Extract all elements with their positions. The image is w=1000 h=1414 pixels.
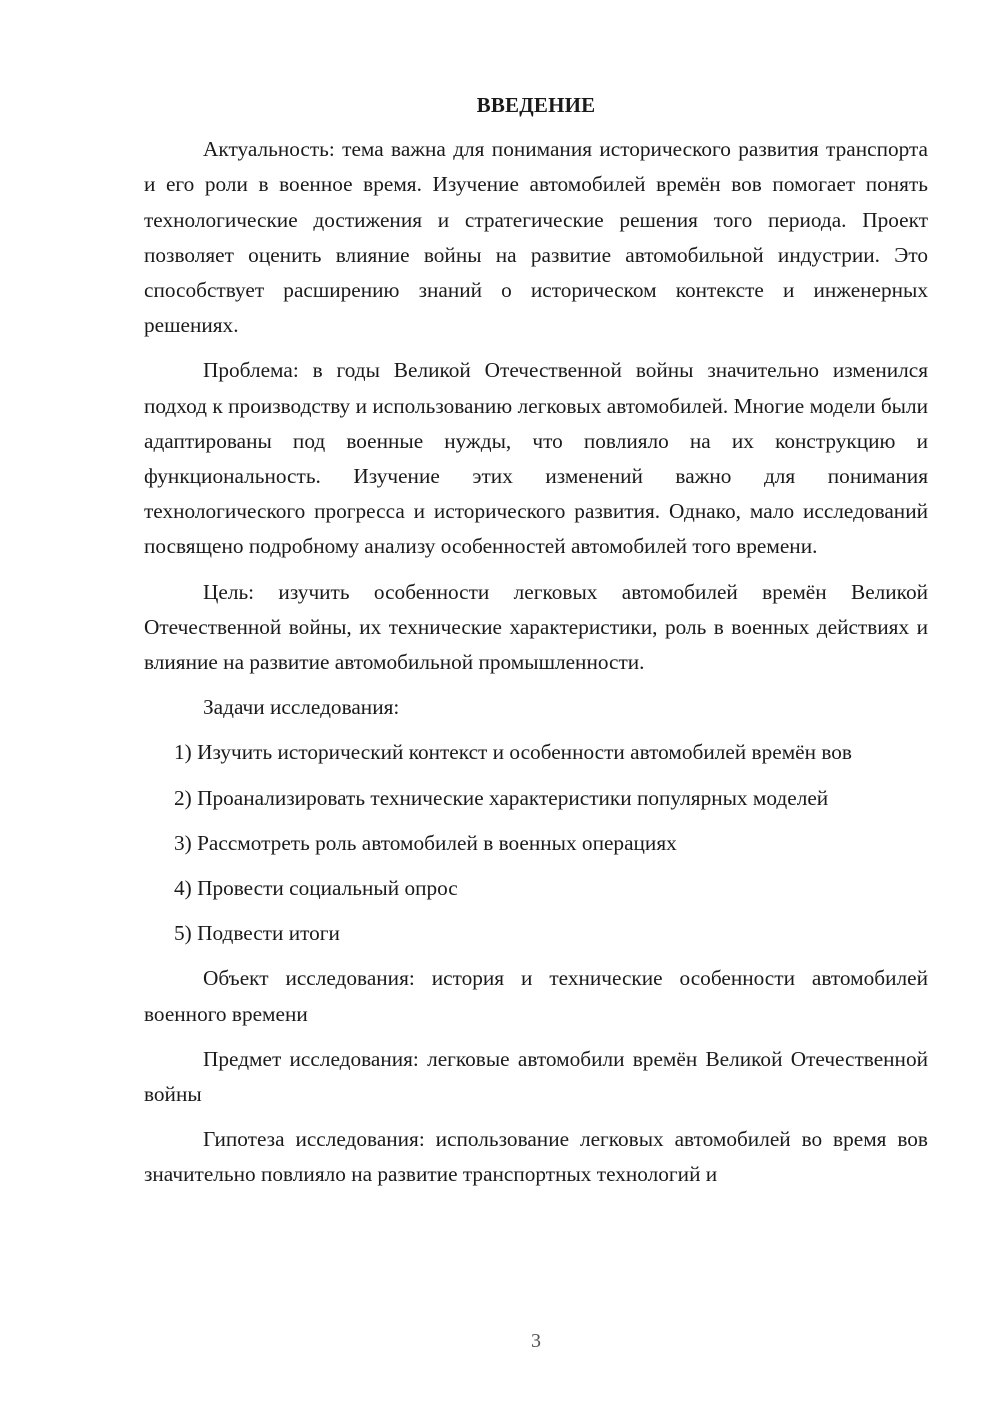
page-title: ВВЕДЕНИЕ xyxy=(476,93,596,117)
goal-paragraph: Цель: изучить особенности легковых автомобилей времён Великой Отечественной войны, их технические характеристики, роль в военных действиях и влияние на развитие автомобильной промышленности. xyxy=(144,579,928,675)
task-item-1: 1) Изучить исторический контекст и особенности автомобилей времён вов xyxy=(174,740,852,765)
task-item-2: 2) Проанализировать технические характеристики популярных моделей xyxy=(174,785,829,810)
page-number: 3 xyxy=(531,1330,541,1352)
problem-paragraph: Проблема: в годы Великой Отечественной войны значительно изменился подход к производству и использованию легковых автомобилей. Многие модели были адаптированы под военные нужды, что повлияло на их конструкцию и функциональность. Изучение этих изменений важно для понимания технологического прогресса и исторического развития. Однако, мало исследований посвящено подробному анализу особенностей автомобилей того времени. xyxy=(144,358,928,559)
relevance-paragraph: Актуальность: тема важна для понимания исторического развития транспорта и его роли в военное время. Изучение автомобилей времён вов помогает понять технологические достижения и стратегические решения того периода. Проект позволяет оценить влияние войны на развитие автомобильной индустрии. Это способствует расширению знаний о историческом контексте и инженерных решениях. xyxy=(144,137,928,338)
task-item-4: 4) Провести социальный опрос xyxy=(174,876,458,901)
task-item-5: 5) Подвести итоги xyxy=(174,921,340,946)
tasks-heading: Задачи исследования: xyxy=(203,695,400,720)
object-paragraph: Объект исследования: история и технические особенности автомобилей военного времени xyxy=(144,966,928,1026)
task-item-3: 3) Рассмотреть роль автомобилей в военных операциях xyxy=(174,830,677,855)
subject-paragraph: Предмет исследования: легковые автомобили времён Великой Отечественной войны xyxy=(144,1046,928,1107)
hypothesis-paragraph: Гипотеза исследования: использование легковых автомобилей во время вов значительно повлияло на развитие транспортных технологий и xyxy=(144,1127,928,1187)
document-body xyxy=(144,88,928,1193)
